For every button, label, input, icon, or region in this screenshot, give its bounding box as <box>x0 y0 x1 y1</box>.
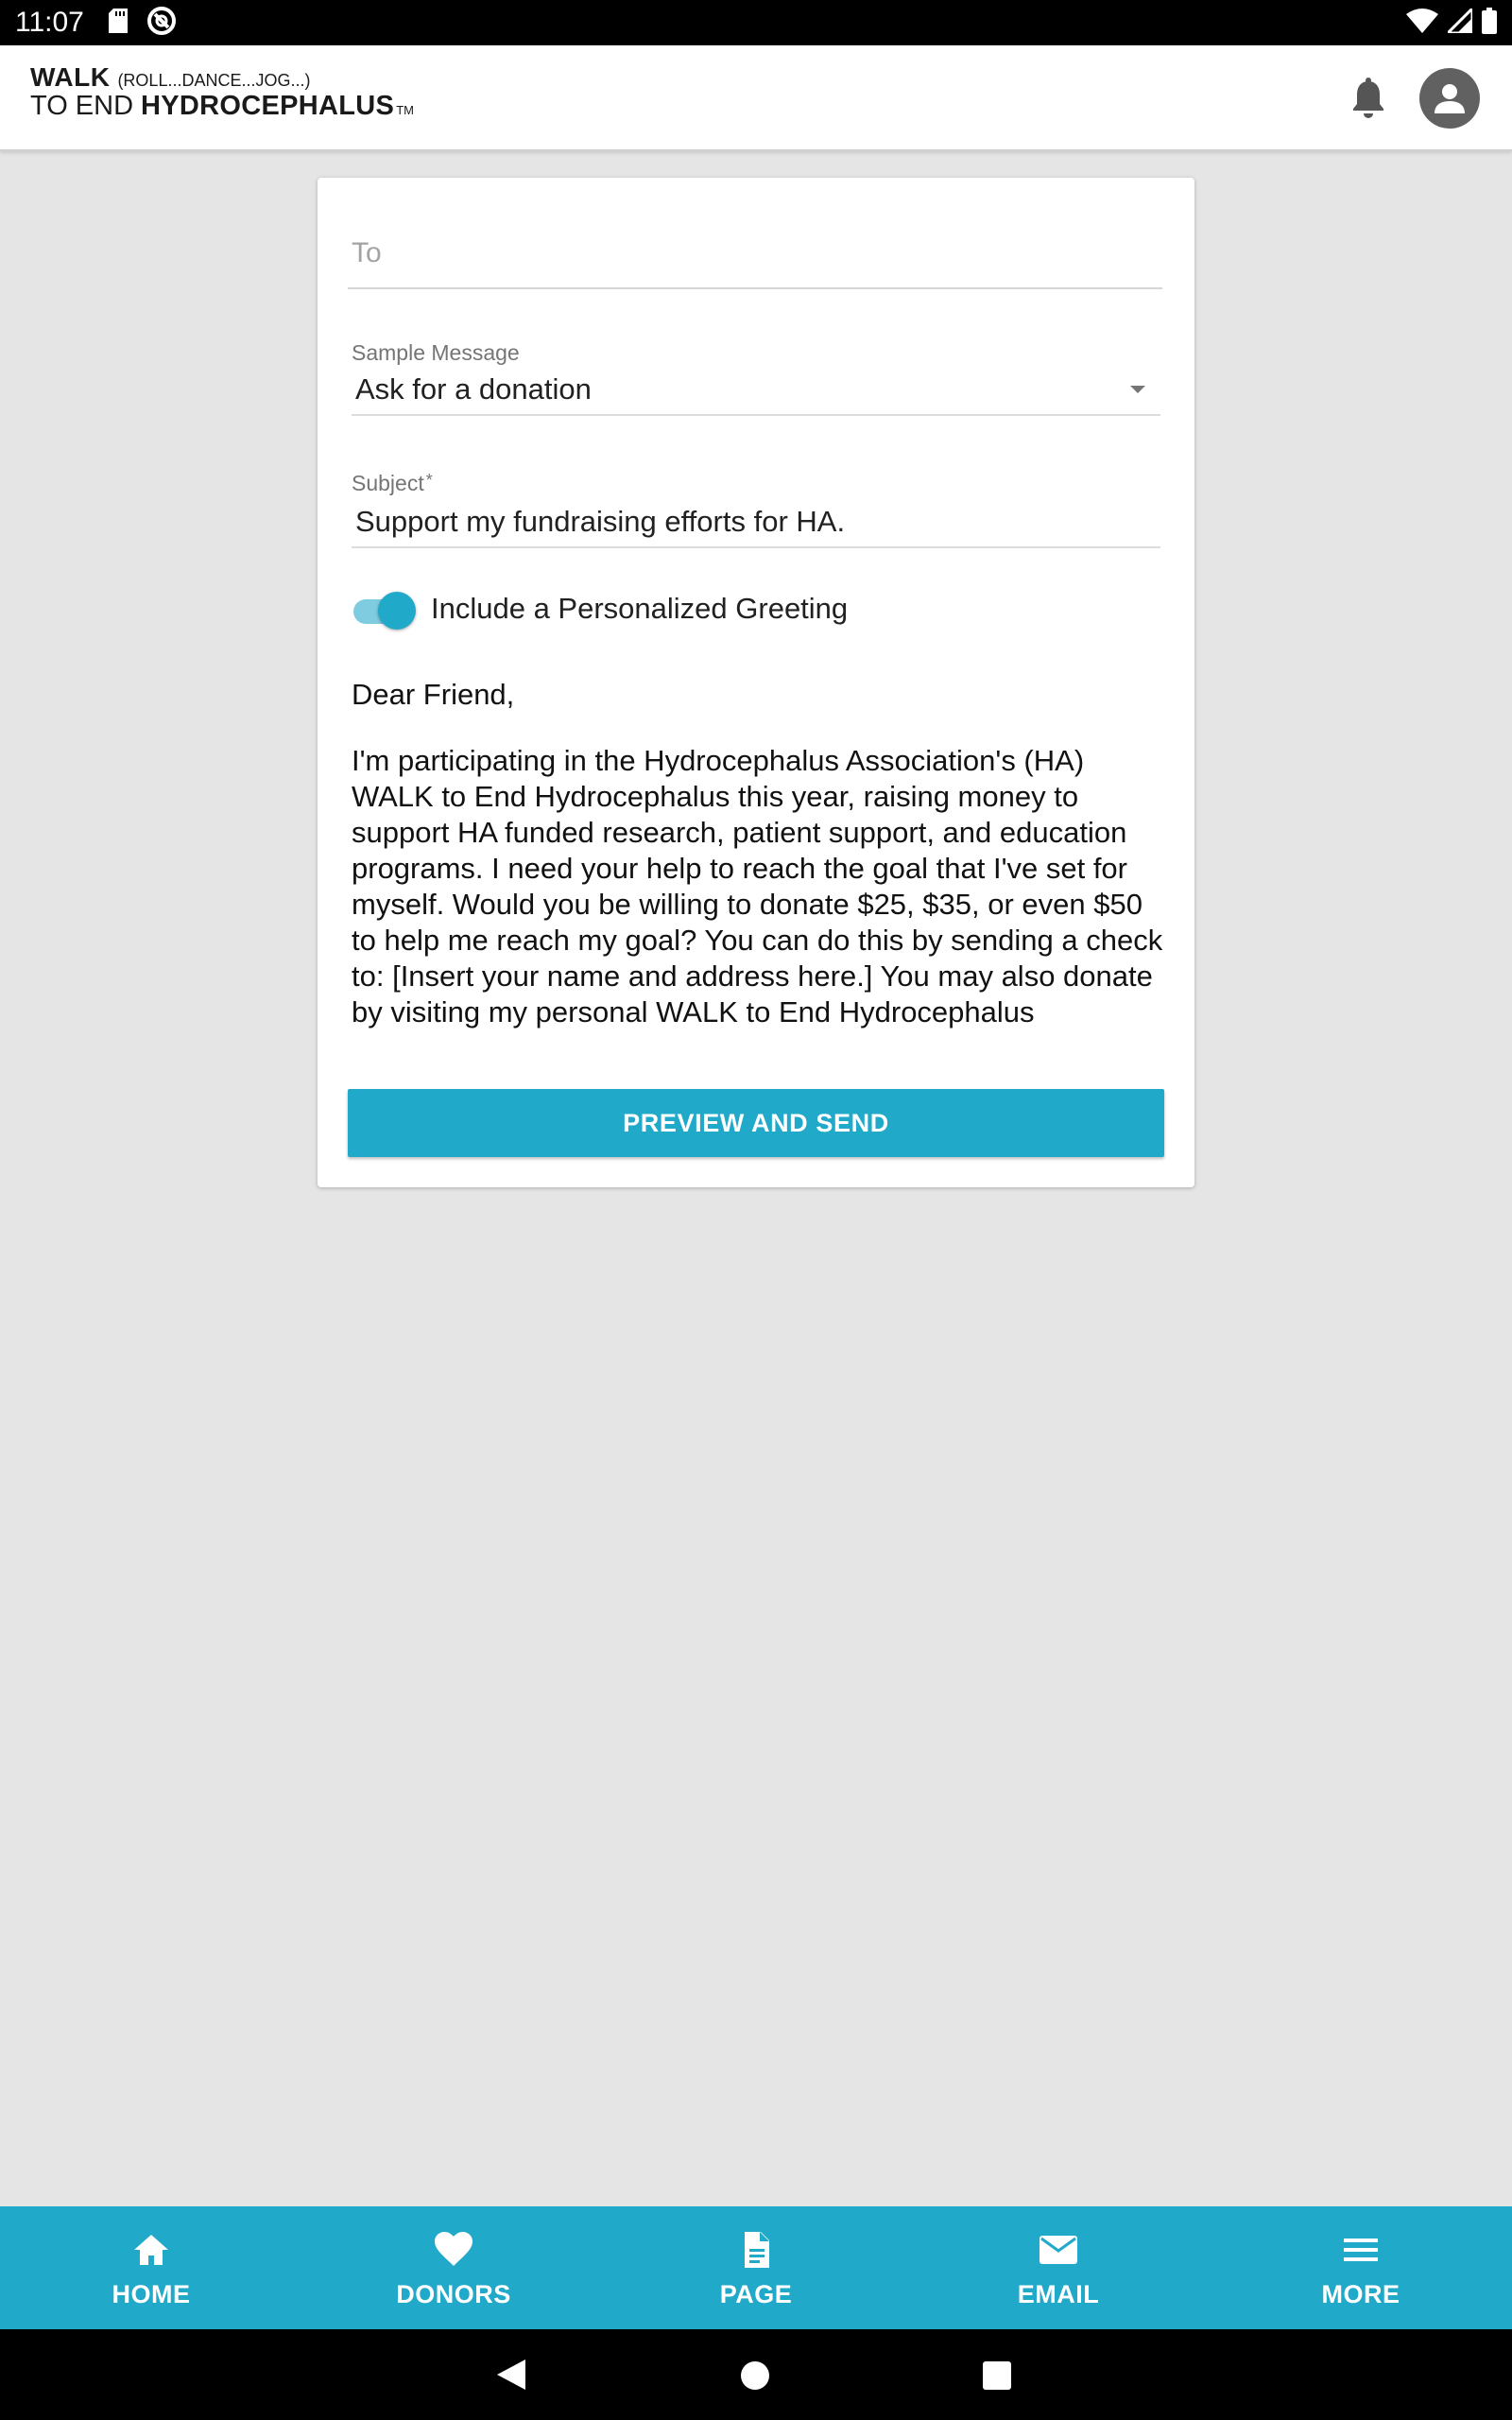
system-navigation-bar <box>0 2329 1512 2420</box>
nav-home-label: HOME <box>112 2280 191 2308</box>
status-bar <box>0 0 1512 45</box>
notifications-bell-icon[interactable] <box>1349 78 1387 119</box>
to-field <box>348 225 1162 289</box>
app-bar <box>0 45 1512 151</box>
home-circle-icon[interactable] <box>741 2361 769 2390</box>
email-compose-card <box>318 178 1194 1187</box>
sd-card-icon <box>109 9 128 38</box>
battery-icon <box>1482 8 1497 39</box>
document-icon <box>735 2229 777 2271</box>
preview-and-send-button[interactable]: PREVIEW AND SEND <box>348 1089 1164 1157</box>
subject-input[interactable]: Support my fundraising efforts for HA. <box>355 505 846 538</box>
logo-trademark: TM <box>396 103 414 117</box>
nav-page-label: PAGE <box>719 2280 793 2308</box>
back-icon[interactable] <box>497 2360 525 2394</box>
nav-more[interactable] <box>1210 2206 1512 2329</box>
to-input[interactable] <box>348 225 1162 282</box>
logo-sub-text: (ROLL...DANCE...JOG...) <box>117 71 311 90</box>
subject-field[interactable] <box>352 471 1160 548</box>
email-icon <box>1038 2229 1079 2271</box>
heart-icon <box>433 2229 474 2271</box>
nav-donors-label: DONORS <box>396 2280 511 2308</box>
menu-icon <box>1340 2229 1382 2271</box>
personalized-greeting-toggle[interactable] <box>352 586 420 631</box>
toggle-thumb <box>378 592 416 630</box>
app-notification-icon <box>146 6 177 41</box>
message-greeting: Dear Friend, <box>352 678 515 711</box>
nav-more-label: MORE <box>1321 2280 1400 2308</box>
bottom-navigation <box>0 2206 1512 2329</box>
nav-email[interactable] <box>907 2206 1210 2329</box>
status-time: 11:07 <box>15 7 84 38</box>
nav-home[interactable] <box>0 2206 302 2329</box>
dropdown-arrow-icon[interactable] <box>1130 386 1145 393</box>
logo-walk-text: WALK <box>30 62 111 92</box>
sample-message-label: Sample Message <box>352 340 520 365</box>
nav-email-label: EMAIL <box>1017 2280 1100 2308</box>
recent-apps-icon[interactable] <box>983 2361 1011 2390</box>
message-body-text: I'm participating in the Hydrocephalus Association's (HA) WALK to End Hydrocephalus this year, raising money to support HA funded research, patient support, and education programs. I need your help to reach the goal that I've set for myself. Would you be willing to donate $25, $35, or even $50 to help me reach my goal? You can do this by sending a check to: [Insert your name and address here.] You may also donate by visiting my personal WALK to End Hydrocephalus <box>352 744 1163 1028</box>
account-avatar[interactable] <box>1419 68 1480 129</box>
greeting-toggle-row <box>352 586 848 631</box>
required-mark: * <box>425 471 433 490</box>
sample-message-select[interactable] <box>352 340 1160 416</box>
home-icon <box>130 2229 172 2271</box>
signal-icon <box>1448 9 1472 38</box>
personalized-greeting-label: Include a Personalized Greeting <box>431 592 849 625</box>
person-icon <box>1431 79 1469 117</box>
wifi-icon <box>1406 9 1438 38</box>
sample-message-value: Ask for a donation <box>355 372 592 406</box>
walk-logo[interactable] <box>30 64 414 120</box>
logo-to-end-text: TO END <box>30 91 134 121</box>
logo-hydrocephalus-text: HYDROCEPHALUS <box>141 91 395 121</box>
nav-page[interactable] <box>605 2206 907 2329</box>
nav-donors[interactable] <box>302 2206 605 2329</box>
subject-label: Subject * <box>352 471 433 495</box>
